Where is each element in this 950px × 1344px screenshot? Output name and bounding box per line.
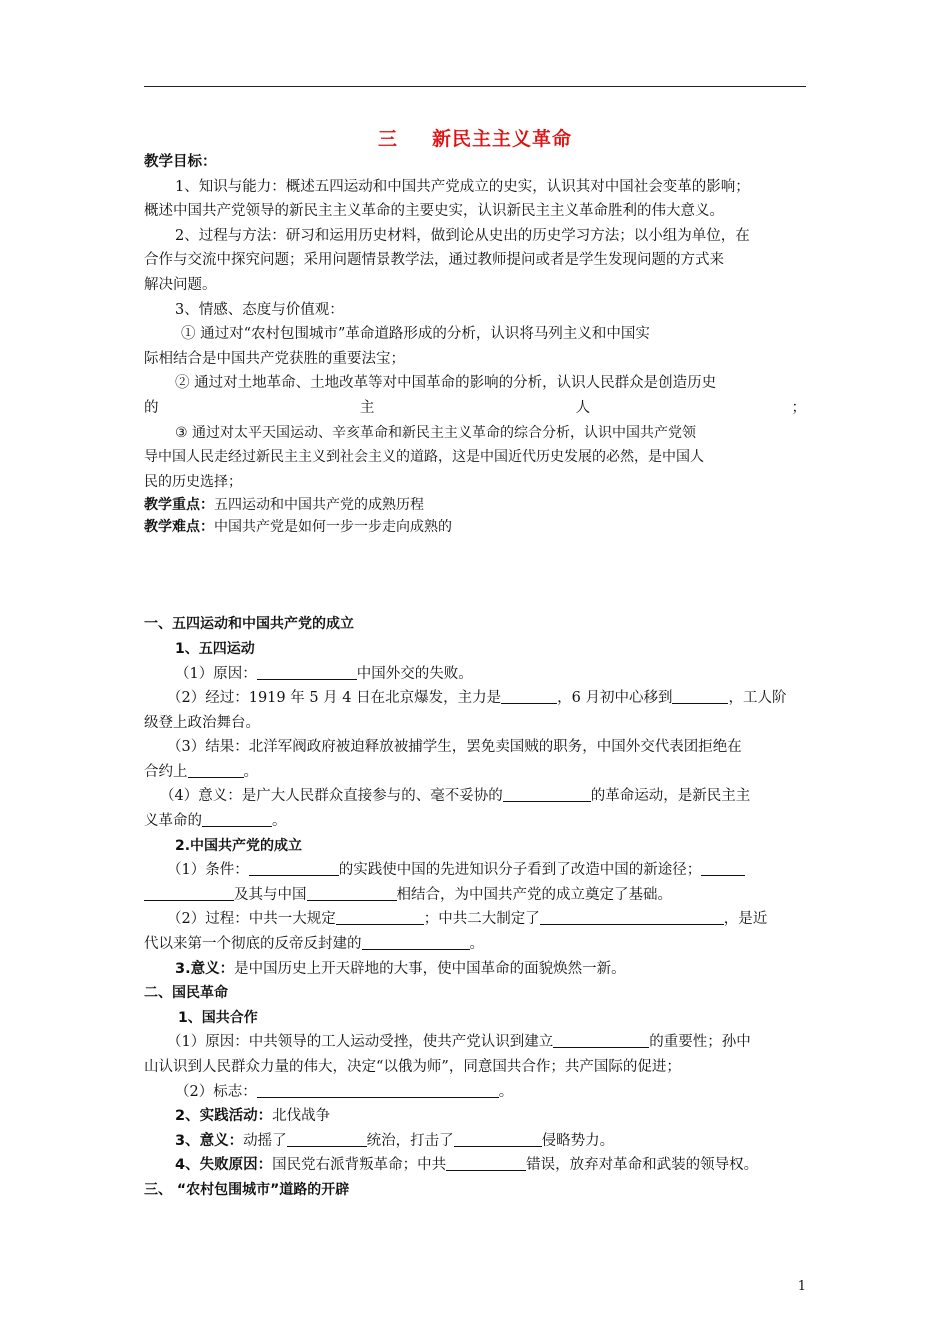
fill-line: （3）结果：北洋军阀政府被迫释放被捕学生，罢免卖国贼的职务，中国外交代表团拒绝在 bbox=[167, 739, 742, 756]
text: （2）经过：1919 年 5 月 4 日在北京爆发，主力是 bbox=[167, 690, 502, 707]
text: （4）意义：是广大人民群众直接参与的、毫不妥协的 bbox=[160, 788, 503, 805]
fill-line: 级登上政治舞台。 bbox=[144, 714, 260, 731]
text: （2）过程：中共一大规定 bbox=[167, 911, 336, 928]
fill-line bbox=[144, 686, 806, 711]
objectives-line: 解决问题。 bbox=[144, 276, 217, 293]
blank-field[interactable] bbox=[188, 762, 244, 778]
fill-line bbox=[144, 1104, 806, 1129]
text: 。 bbox=[272, 813, 287, 830]
blank-field[interactable] bbox=[446, 1155, 526, 1171]
difficult-point bbox=[144, 516, 806, 538]
text: （1）原因： bbox=[175, 665, 257, 682]
objectives-heading: 教学目标： bbox=[144, 154, 217, 170]
text: （1）条件： bbox=[167, 862, 249, 879]
blank-field[interactable] bbox=[454, 1131, 542, 1147]
text: 代以来第一个彻底的反帝反封建的 bbox=[144, 936, 362, 953]
text: 的重要性；孙中 bbox=[649, 1034, 751, 1051]
text: 中国外交的失败。 bbox=[356, 665, 473, 682]
blank-field[interactable] bbox=[257, 1082, 499, 1098]
fill-line bbox=[144, 932, 806, 957]
text: 合约上 bbox=[144, 763, 188, 780]
justified-char: 主 bbox=[359, 399, 375, 416]
label: 3、意义： bbox=[175, 1132, 244, 1149]
difficult-point-label: 教学难点： bbox=[144, 519, 214, 536]
text: 的革命运动，是新民主主 bbox=[590, 788, 751, 805]
blank-field[interactable] bbox=[701, 860, 745, 876]
key-point bbox=[144, 494, 806, 516]
page-title bbox=[144, 124, 806, 151]
blank-field[interactable] bbox=[501, 688, 557, 704]
blank-field[interactable] bbox=[503, 786, 591, 802]
label: 4、失败原因： bbox=[175, 1157, 273, 1174]
text: （1）原因：中共领导的工人运动受挫，使共产党认识到建立 bbox=[167, 1034, 554, 1051]
fill-line bbox=[144, 662, 806, 687]
blank-field[interactable] bbox=[362, 934, 470, 950]
text: 国民党右派背叛革命；中共 bbox=[272, 1157, 447, 1174]
objectives-line: 际相结合是中国共产党获胜的重要法宝； bbox=[144, 350, 405, 367]
blank-field[interactable] bbox=[144, 885, 234, 901]
justified-char: ； bbox=[791, 399, 806, 416]
label: 2、实践活动： bbox=[175, 1108, 273, 1125]
text: 侵略势力。 bbox=[541, 1132, 615, 1149]
fill-line bbox=[144, 907, 806, 932]
subsection-heading: 1、国共合作 bbox=[178, 1009, 258, 1026]
objectives-line: 民的历史选择； bbox=[144, 473, 242, 490]
text: 。 bbox=[469, 936, 484, 953]
text: （2）标志： bbox=[175, 1083, 257, 1100]
objectives-line: ① 通过对“农村包围城市”革命道路形成的分析，认识将马列主义和中国实 bbox=[181, 326, 650, 343]
text: 义革命的 bbox=[144, 813, 202, 830]
difficult-point-text: 中国共产党是如何一步一步走向成熟的 bbox=[214, 519, 452, 536]
spacer bbox=[144, 538, 806, 612]
blank-field[interactable] bbox=[336, 909, 424, 925]
text: 北伐战争 bbox=[272, 1108, 331, 1125]
objectives-line: ③ 通过对太平天国运动、辛亥革命和新民主主义革命的综合分析，认识中国共产党领 bbox=[175, 424, 696, 441]
blank-field[interactable] bbox=[249, 860, 339, 876]
fill-line bbox=[144, 1129, 806, 1154]
title-text: 新民主主义革命 bbox=[432, 128, 573, 150]
text: 动摇了 bbox=[243, 1132, 287, 1149]
blank-field[interactable] bbox=[287, 1131, 367, 1147]
blank-field[interactable] bbox=[553, 1032, 649, 1048]
page-number: 1 bbox=[797, 1279, 806, 1294]
fill-line bbox=[144, 957, 806, 982]
fill-line bbox=[144, 1153, 806, 1178]
subsection-heading: 2.中国共产党的成立 bbox=[175, 837, 303, 854]
text: 错误，放弃对革命和武装的领导权。 bbox=[526, 1157, 759, 1174]
fill-line bbox=[144, 784, 806, 809]
label: 3.意义： bbox=[175, 960, 235, 977]
section-heading: 一、五四运动和中国共产党的成立 bbox=[144, 616, 354, 633]
objectives-line-justified bbox=[144, 396, 806, 421]
text: ，工人阶 bbox=[728, 690, 787, 707]
text: 。 bbox=[498, 1083, 514, 1100]
text: 。 bbox=[243, 763, 258, 780]
objectives-line: 导中国人民走经过新民主主义到社会主义的道路，这是中国近代历史发展的必然，是中国人 bbox=[144, 449, 704, 466]
subsection-heading: 1、五四运动 bbox=[175, 640, 255, 657]
fill-line bbox=[144, 809, 806, 834]
text: ，是近 bbox=[723, 911, 768, 928]
text: 的实践使中国的先进知识分子看到了改造中国的新途径； bbox=[338, 862, 702, 879]
objectives-line: 1、知识与能力：概述五四运动和中国共产党成立的史实，认识其对中国社会变革的影响； bbox=[175, 178, 750, 195]
text: 统治，打击了 bbox=[366, 1132, 454, 1149]
fill-line bbox=[144, 883, 806, 908]
text: ，6 月初中心移到 bbox=[557, 690, 673, 707]
objectives-line: 概述中国共产党领导的新民主主义革命的主要史实，认识新民主主义革命胜利的伟大意义。 bbox=[144, 203, 724, 220]
objectives-line: 合作与交流中探究问题；采用问题情景教学法，通过教师提问或者是学生发现问题的方式来 bbox=[144, 252, 724, 269]
blank-field[interactable] bbox=[672, 688, 728, 704]
blank-field[interactable] bbox=[540, 909, 724, 925]
fill-line bbox=[144, 858, 806, 883]
objectives-line: 3、情感、态度与价值观： bbox=[175, 301, 344, 318]
justified-char: 人 bbox=[575, 399, 591, 416]
header-rule bbox=[144, 86, 806, 87]
blank-field[interactable] bbox=[307, 885, 397, 901]
document-body bbox=[144, 150, 806, 1203]
fill-line bbox=[144, 1080, 806, 1105]
justified-char: 的 bbox=[144, 399, 159, 416]
blank-field[interactable] bbox=[257, 664, 357, 680]
key-point-text: 五四运动和中国共产党的成熟历程 bbox=[214, 497, 424, 514]
objectives-line: 2、过程与方法：研习和运用历史材料，做到论从史出的历史学习方法；以小组为单位，在 bbox=[175, 227, 750, 244]
fill-line bbox=[144, 1030, 806, 1055]
text: 是中国历史上开天辟地的大事，使中国革命的面貌焕然一新。 bbox=[234, 960, 626, 977]
objectives-line: ② 通过对土地革命、土地改革等对中国革命的影响的分析，认识人民群众是创造历史 bbox=[175, 375, 717, 392]
blank-field[interactable] bbox=[202, 811, 272, 827]
key-point-label: 教学重点： bbox=[144, 497, 214, 514]
text: 相结合，为中国共产党的成立奠定了基础。 bbox=[396, 886, 672, 903]
title-number: 三 bbox=[377, 128, 398, 150]
section-heading: 二、国民革命 bbox=[144, 985, 228, 1002]
text: ；中共二大制定了 bbox=[423, 911, 540, 928]
fill-line: 山认识到人民群众力量的伟大，决定“以俄为师”，同意国共合作；共产国际的促进； bbox=[144, 1059, 681, 1075]
section-heading: 三、 “农村包围城市”道路的开辟 bbox=[144, 1181, 350, 1198]
fill-line bbox=[144, 760, 806, 785]
text: 及其与中国 bbox=[234, 886, 307, 903]
